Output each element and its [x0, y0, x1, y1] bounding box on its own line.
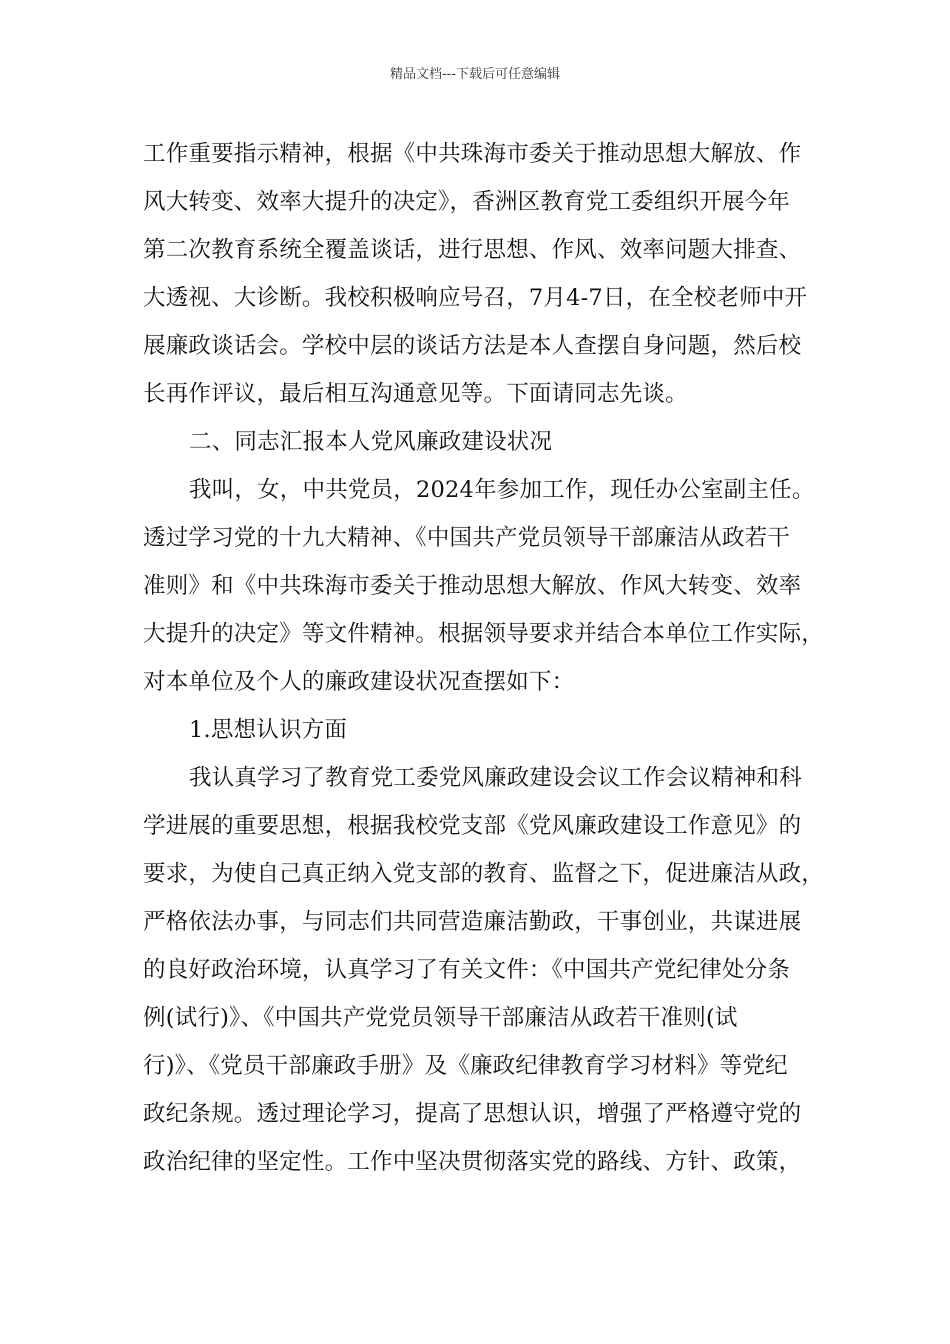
text-line: 大提升的决定》等文件精神。根据领导要求并结合本单位工作实际， — [143, 621, 825, 647]
text-line: 严格依法办事，与同志们共同营造廉洁勤政，干事创业，共谋进展 — [143, 909, 802, 935]
text-line: 第二次教育系统全覆盖谈话，进行思想、作风、效率问题大排查、 — [143, 237, 802, 263]
text-line: 准则》和《中共珠海市委关于推动思想大解放、作风大转变、效率 — [143, 573, 802, 599]
text-line: 工作重要指示精神，根据《中共珠海市委关于推动思想大解放、作 — [143, 141, 802, 167]
document-body — [143, 130, 825, 1186]
text-line: 例(试行)》、《中国共产党党员领导干部廉洁从政若干准则(试 — [143, 1005, 738, 1031]
text-line: 政治纪律的坚定性。工作中坚决贯彻落实党的路线、方针、政策， — [143, 1149, 802, 1175]
text-line: 大透视、大诊断。我校积极响应号召，7月4-7日，在全校老师中开 — [143, 285, 808, 311]
text-line: 政纪条规。透过理论学习，提高了思想认识，增强了严格遵守党的 — [143, 1101, 802, 1127]
page-header: 精品文档---下载后可任意编辑 — [389, 67, 561, 82]
text-line: 行)》、《党员干部廉政手册》及《廉政纪律教育学习材料》等党纪 — [143, 1053, 788, 1079]
text-line: 透过学习党的十九大精神、《中国共产党员领导干部廉洁从政若干 — [143, 525, 791, 551]
paragraph-start: 我叫，女，中共党员，2024年参加工作，现任办公室副主任。 — [189, 477, 815, 503]
subsection-heading: 1.思想认识方面 — [189, 717, 348, 743]
paragraph-start: 我认真学习了教育党工委党风廉政建设会议工作会议精神和科 — [189, 765, 802, 791]
text-line: 风大转变、效率大提升的决定》，香洲区教育党工委组织开展今年 — [143, 189, 791, 215]
text-line: 展廉政谈话会。学校中层的谈话方法是本人查摆自身问题，然后校 — [143, 333, 802, 359]
text-line: 的良好政治环境，认真学习了有关文件：《中国共产党纪律处分条 — [143, 957, 791, 983]
text-line: 长再作评议，最后相互沟通意见等。下面请同志先谈。 — [143, 381, 688, 407]
text-line: 对本单位及个人的廉政建设状况查摆如下： — [143, 669, 575, 695]
text-line: 学进展的重要思想，根据我校党支部《党风廉政建设工作意见》的 — [143, 813, 802, 839]
section-heading: 二、同志汇报本人党风廉政建设状况 — [189, 429, 553, 455]
text-line: 要求，为使自己真正纳入党支部的教育、监督之下，促进廉洁从政， — [143, 861, 825, 887]
